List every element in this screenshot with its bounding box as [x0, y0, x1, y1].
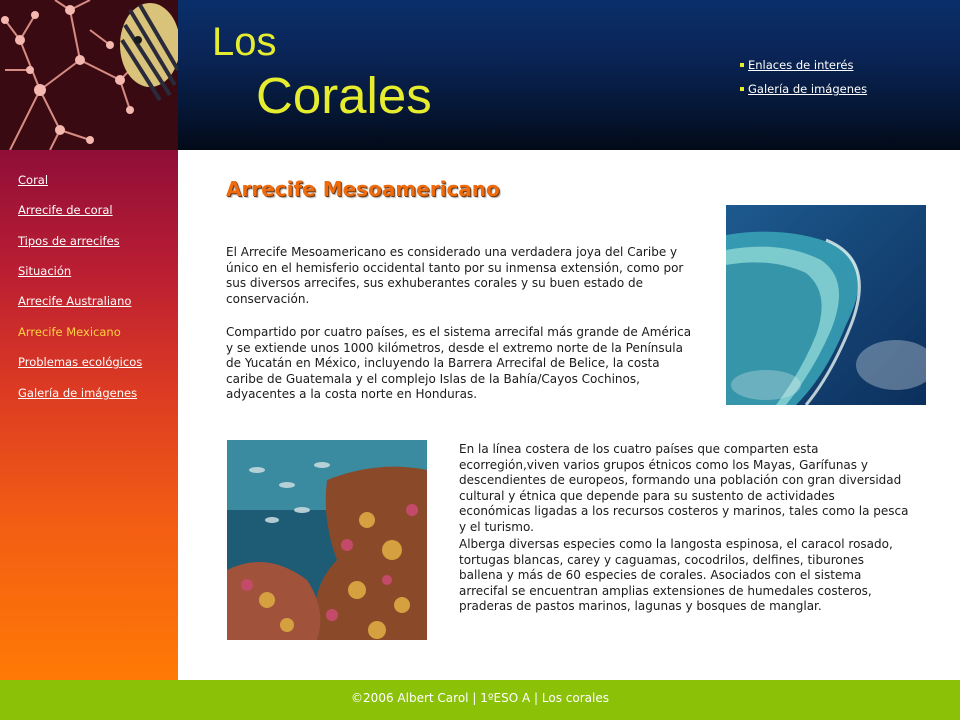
footer-separator: |: [472, 691, 477, 705]
sidebar-item-situacion[interactable]: Situación: [18, 264, 72, 278]
link-enlaces-de-interes[interactable]: [740, 58, 853, 72]
paragraph-extension: Compartido por cuatro países, es el sistema arrecifal más grande de América y se extiende unos 1000 kilómetros, desde el extremo norte de la Península de Yucatán en México, incluyendo la Barrera Arrecifal de Belice, la costa caribe de Guatemala y el complejo Islas de la Bahía/Cayos Cochinos, adyacentes a la costa norte en Honduras.: [226, 325, 692, 401]
link-galeria-de-imagenes-top[interactable]: [740, 82, 867, 96]
footer-text: [0, 691, 960, 705]
footer-site: Los corales: [541, 691, 609, 705]
site-title-corales: Corales: [256, 67, 432, 124]
footer: [0, 680, 960, 720]
paragraph-intro: El Arrecife Mesoamericano es considerado una verdadera joya del Caribe y único en el hemisferio occidental tanto por su inmensa extensión, como por sus diversos arrecifes, sus exhuberantes corales y su buen estado de conservación.: [226, 245, 684, 306]
paragraph-species: Alberga diversas especies como la langosta espinosa, el caracol rosado, tortugas blancas, carey y caguamas, cocodrilos, delfines, tiburones ballena y más de 60 especies de corales. Asociados con el sistema arrecifal se encuentran amplias extensiones de humedales costeros, praderas de pastos marinos, lagunas y bosques de manglar.: [459, 537, 893, 613]
bullet-icon: [740, 63, 744, 67]
page-title: Arrecife Mesoamericano: [226, 177, 500, 201]
header: [0, 0, 960, 150]
link-label: Enlaces de interés: [748, 58, 854, 72]
sidebar-nav: [0, 150, 178, 680]
sidebar-item-arrecife-mexicano[interactable]: Arrecife Mexicano: [18, 325, 121, 339]
footer-separator: |: [534, 691, 539, 705]
sidebar-item-arrecife-australiano[interactable]: Arrecife Australiano: [18, 294, 132, 308]
footer-copyright: ©2006: [351, 691, 394, 705]
footer-class: 1ºESO A: [480, 691, 531, 705]
link-label: Galería de imágenes: [748, 82, 868, 96]
footer-author-link[interactable]: Albert Carol: [397, 691, 469, 705]
bullet-icon: [740, 87, 744, 91]
sidebar-item-arrecife-de-coral[interactable]: Arrecife de coral: [18, 203, 113, 217]
sidebar-item-problemas-ecologicos[interactable]: Problemas ecológicos: [18, 355, 143, 369]
sidebar-item-coral[interactable]: Coral: [18, 173, 49, 187]
header-coral-photo: [0, 0, 178, 150]
reef-aerial-photo: [726, 205, 926, 405]
site-title-los: Los: [212, 20, 277, 64]
sidebar-item-tipos-de-arrecifes[interactable]: Tipos de arrecifes: [18, 234, 120, 248]
sidebar-item-galeria-de-imagenes[interactable]: Galería de imágenes: [18, 386, 138, 400]
reef-fish-photo: [227, 440, 427, 640]
paragraph-population: En la línea costera de los cuatro países que comparten esta ecorregión,viven varios grupos étnicos como los Mayas, Garífunas y descendientes de europeos, formando una población con gran diversidad cultural y étnica que depende para su sustento de actividades económicas ligadas a los recursos costeros y marinos, tales como la pesca y el turismo.: [459, 442, 909, 534]
